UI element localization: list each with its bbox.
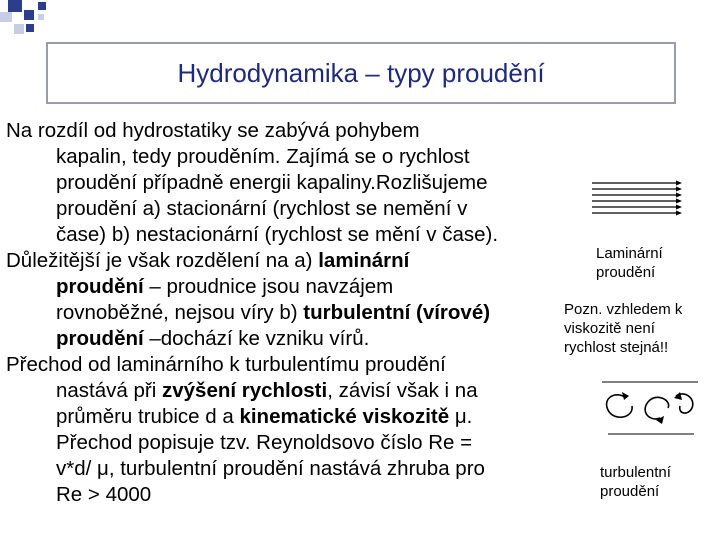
paragraph xyxy=(6,248,584,352)
turbulent-label xyxy=(600,463,671,501)
text-run: Re > 4000 xyxy=(56,483,152,506)
text-run: rovnoběžné, nejsou víry b) xyxy=(56,301,304,324)
main-text xyxy=(6,118,584,508)
note-label xyxy=(564,300,682,357)
bold-term: kinematické viskozitě xyxy=(239,405,450,428)
bold-term: proudění xyxy=(56,327,144,350)
decor-square-5 xyxy=(14,24,24,34)
text-run: čase) b) nestacionární (rychlost se mění v čase). xyxy=(56,223,499,246)
text-run: Přechod popisuje tzv. Reynoldsovo číslo Re = xyxy=(56,431,473,454)
bold-term: turbulentní (vírové) xyxy=(303,301,491,324)
laminar-label-line-2: proudění xyxy=(596,264,656,281)
paragraph xyxy=(6,118,584,248)
text-run: v*d/ μ, turbulentní proudění nastává zhruba pro xyxy=(56,457,485,480)
bold-term: proudění xyxy=(56,275,144,298)
note-label-line-3: rychlost stejná!! xyxy=(564,339,669,356)
note-label-line-2: viskozitě není xyxy=(564,320,655,337)
laminar-flow-diagram xyxy=(590,180,686,220)
decor-square-4 xyxy=(38,2,46,10)
turbulent-label-line-1: turbulentní xyxy=(600,464,671,481)
text-run: –dochází ke vzniku vírů. xyxy=(143,327,370,350)
title-box xyxy=(46,42,676,104)
bold-term: zvýšení rychlosti xyxy=(161,379,328,402)
text-run: nastává při xyxy=(56,379,162,402)
text-run: μ. xyxy=(449,405,473,428)
text-run: kapalin, tedy prouděním. Zajímá se o rychlost xyxy=(56,145,470,168)
text-run: Na rozdíl od hydrostatiky se zabývá pohybem xyxy=(6,119,420,142)
bold-term: laminární xyxy=(318,249,410,272)
note-label-line-1: Pozn. vzhledem k xyxy=(564,301,683,318)
text-run: – proudnice jsou navzájem xyxy=(143,275,394,298)
turbulent-flow-diagram xyxy=(598,378,702,440)
text-run: Přechod od laminárního k turbulentímu proudění xyxy=(6,353,446,376)
decor-square-1 xyxy=(8,0,22,12)
text-run: , závisí však i na xyxy=(327,379,478,402)
text-run: Důležitější je však rozdělení na a) xyxy=(6,249,319,272)
turbulent-label-line-2: proudění xyxy=(600,483,660,500)
decor-square-7 xyxy=(38,14,44,20)
text-run: průměru trubice d a xyxy=(56,405,240,428)
laminar-label-line-1: Laminární xyxy=(596,245,663,262)
decor-square-2 xyxy=(0,12,12,22)
text-run: proudění případně energii kapaliny.Rozlišujeme xyxy=(56,171,488,194)
page-title: Hydrodynamika – typy proudění xyxy=(177,58,545,88)
text-run: proudění a) stacionární (rychlost se nemění v xyxy=(56,197,468,220)
laminar-label xyxy=(596,244,663,282)
decor-square-6 xyxy=(26,24,34,32)
paragraph xyxy=(6,352,584,508)
decor-square-3 xyxy=(24,10,34,20)
